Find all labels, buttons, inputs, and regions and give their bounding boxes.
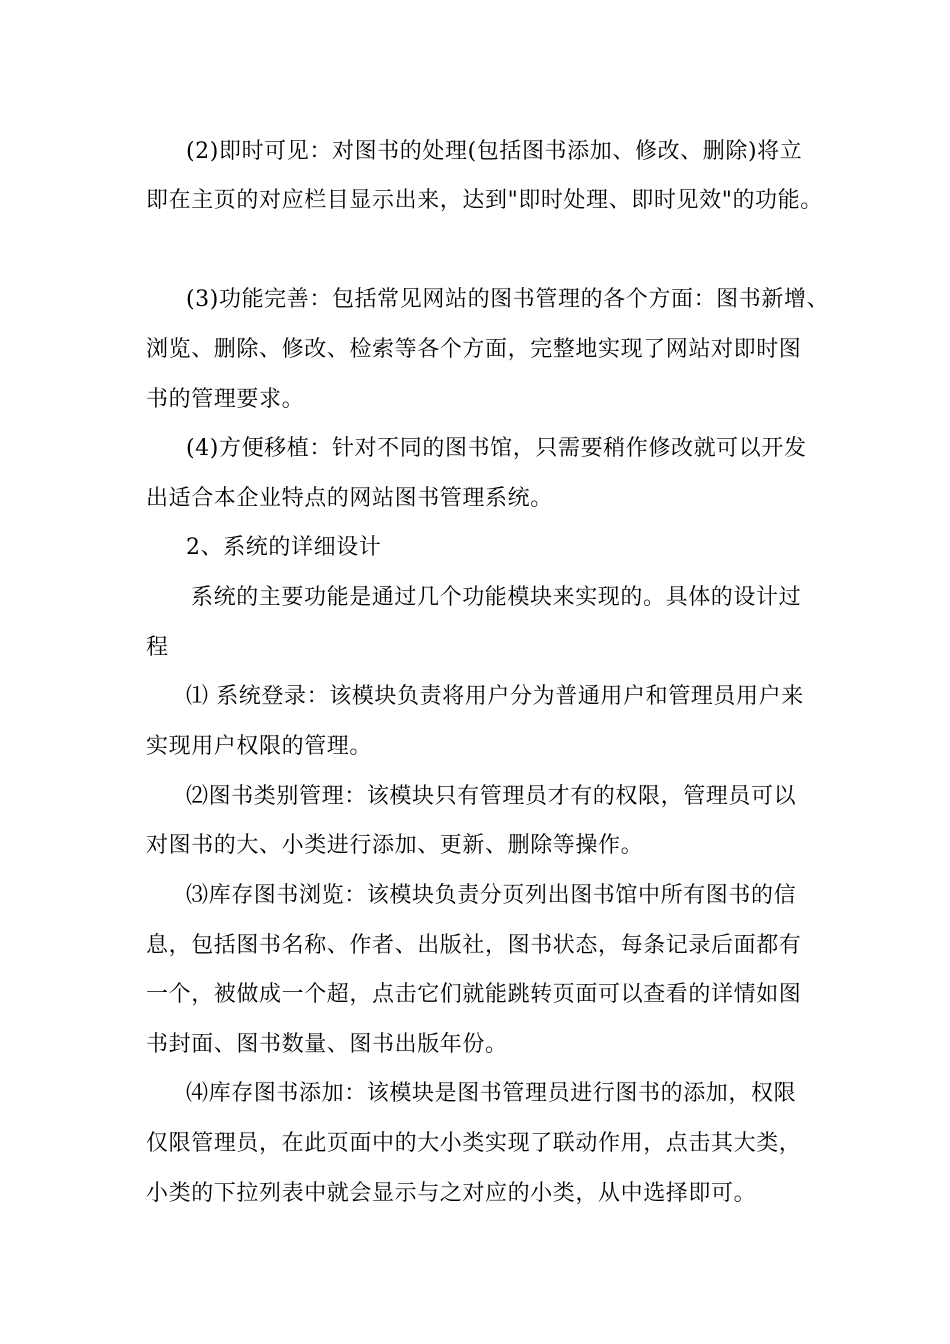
text-line: 书封面、图书数量、图书出版年份。 bbox=[146, 1032, 508, 1057]
text-line: 即在主页的对应栏目显示出来，达到"即时处理、即时见效"的功能。 bbox=[146, 188, 823, 213]
text-line: 程 bbox=[146, 635, 169, 660]
text-line: 小类的下拉列表中就会显示与之对应的小类，从中选择即可。 bbox=[146, 1181, 757, 1206]
text-line: (4)方便移植：针对不同的图书馆，只需要稍作修改就可以开发 bbox=[186, 436, 807, 461]
text-line: (3)功能完善：包括常见网站的图书管理的各个方面：图书新增、 bbox=[186, 287, 830, 312]
text-line: ⑴ 系统登录：该模块负责将用户分为普通用户和管理员用户来 bbox=[186, 684, 804, 709]
text-line: 出适合本企业特点的网站图书管理系统。 bbox=[146, 486, 553, 511]
text-line: 仅限管理员，在此页面中的大小类实现了联动作用，点击其大类， bbox=[146, 1131, 802, 1156]
text-line: 浏览、删除、修改、检索等各个方面，完整地实现了网站对即时图 bbox=[146, 337, 802, 362]
text-line: 息，包括图书名称、作者、出版社，图书状态，每条记录后面都有 bbox=[146, 933, 802, 958]
text-line: ⑵图书类别管理：该模块只有管理员才有的权限，管理员可以 bbox=[186, 784, 797, 809]
text-line: 对图书的大、小类进行添加、更新、删除等操作。 bbox=[146, 833, 644, 858]
section-heading: 2、系统的详细设计 bbox=[186, 535, 382, 560]
text-line: 一个，被做成一个超，点击它们就能跳转页面可以查看的详情如图 bbox=[146, 982, 802, 1007]
text-line: ⑶库存图书浏览：该模块负责分页列出图书馆中所有图书的信 bbox=[186, 883, 797, 908]
text-line: (2)即时可见：对图书的处理(包括图书添加、修改、删除)将立 bbox=[186, 139, 803, 164]
text-line: 书的管理要求。 bbox=[146, 387, 305, 412]
text-line: 系统的主要功能是通过几个功能模块来实现的。具体的设计过 bbox=[191, 585, 802, 610]
text-line: 实现用户权限的管理。 bbox=[146, 734, 373, 759]
text-line: ⑷库存图书添加：该模块是图书管理员进行图书的添加，权限 bbox=[186, 1081, 797, 1106]
